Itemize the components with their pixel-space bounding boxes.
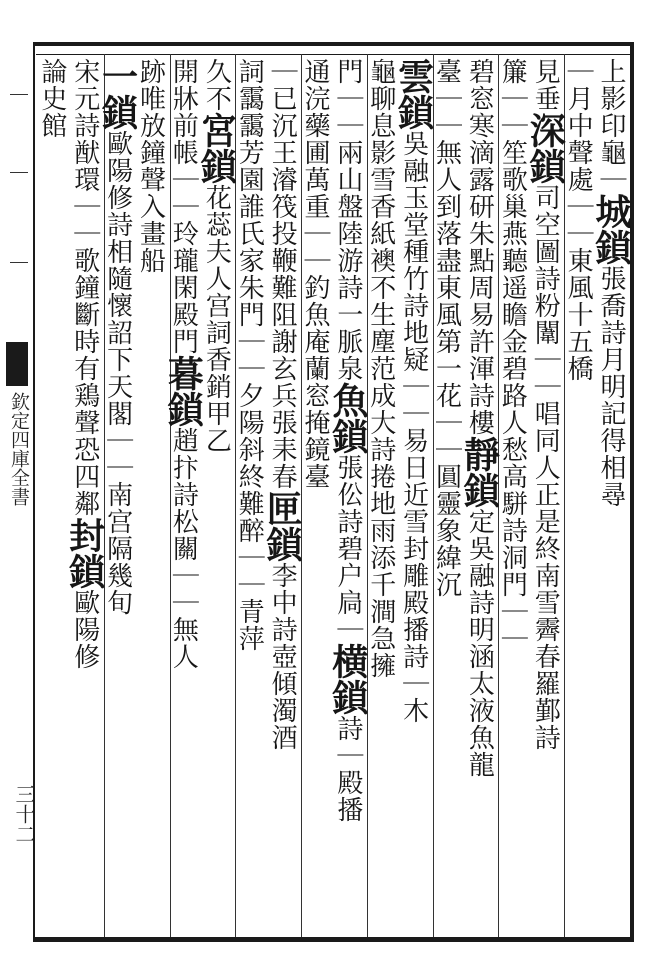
entry-text: 臺｜｜無人到落盡東風第一花 [431,58,462,409]
entry-headword: 魚鎖 [326,382,369,454]
text-column [524,58,567,938]
text-column [135,58,170,938]
entry-text: ｜已沉王濬筏投鞭難阻謝玄兵張耒春 [267,58,298,490]
entry-text: ｜月中聲 [563,58,594,166]
entry-headword: 城鎖 [589,193,632,265]
fish-tail-mark [6,342,28,386]
text-column [458,58,501,938]
entry-text: 張喬詩月明記得相尋 [595,265,626,508]
text-column [96,58,139,938]
entry-text: 見垂 [530,58,561,112]
entry-text: 花蕊夫人宫詞香銷甲乙 [201,184,232,454]
margin-tick [10,94,28,95]
entry-text: 蘭窓掩鏡臺 [299,355,330,490]
entry-headword: 横鎖 [326,643,369,715]
margin-tick [10,172,28,173]
entry-headword: 一鎖 [96,58,139,130]
entry-text: 跡唯放鐘聲入畫船 [135,58,166,274]
entry-text: 龜聊息影雪香紙襖不生塵范成大詩捲地雨添千澗急擁 [365,58,396,679]
entry-text: 吳融玉堂種竹詩地疑｜｜易日近雪封雕殿播詩｜木 [398,130,429,724]
text-column [563,58,597,938]
fore-edge-margin [0,42,36,942]
entry-text: 張伀詩碧户扃｜ [332,454,363,643]
entry-text: 開 [168,58,199,85]
entry-headword: 深鎖 [524,112,567,184]
text-column [195,58,238,938]
entry-headword: 匣鎖 [261,490,304,562]
entry-text: 趙抃詩松關｜｜無人 [168,427,199,670]
margin-tick [10,262,28,263]
entry-text: 詩｜殿播 [332,715,363,823]
text-column [589,58,632,938]
text-column [326,58,369,938]
entry-headword: 靜鎖 [458,436,501,508]
margin-title: 欽定四庫全書 [8,392,30,506]
text-column [431,58,466,938]
text-column [365,58,400,938]
text-column [497,58,531,938]
text-column [234,58,268,938]
text-column [299,58,334,938]
entry-text: 定吳融詩明涵太液魚龍 [464,508,495,778]
entry-text: 門｜｜兩山盤陸游詩一脈泉 [332,58,363,382]
entry-text: 簾 [497,58,528,85]
entry-text: 歐陽修 [69,589,100,670]
entry-text: 司空圖詩粉闈｜｜唱同人正是終南雪霽春羅鄞詩 [530,184,561,751]
entry-headword: 封鎖 [63,517,106,589]
entry-text: 論史館 [36,58,67,139]
entry-text: 久不 [201,58,232,112]
entry-text: 李中詩壺傾濁酒 [267,562,298,751]
entry-headword: 雲鎖 [392,58,435,130]
entry-text: 牀前帳｜｜玲瓏閑殿門 [168,85,199,355]
text-column [392,58,435,938]
entry-text: ｜｜笙歌巢燕聽遥瞻金碧路人愁高駢詩洞門｜｜ [497,85,528,652]
text-column [63,58,106,938]
entry-text: 上影印龜｜ [595,58,626,193]
entry-text: 詞靄靄芳園誰氏家朱門｜｜夕陽斜 [234,58,265,463]
entry-text: 通浣藥圃萬重｜｜釣魚庵 [299,58,330,355]
frame-inner-rule [36,54,631,55]
entry-headword: 宮鎖 [195,112,238,184]
entry-text: 宋元詩猷環｜｜歌鐘斷時有鶏聲恐四鄰 [69,58,100,517]
text-column [36,58,71,938]
entry-text: 碧窓寒滴露研朱點周易許渾詩樓 [464,58,495,436]
entry-text: 處｜｜東風十五橋 [563,166,594,382]
folio-number: 三十二 [12,784,36,844]
text-column [162,58,205,938]
text-column [261,58,304,938]
entry-text: 終難醉｜｜青萍 [234,463,265,652]
entry-headword: 暮鎖 [162,355,205,427]
entry-text: ｜｜圓靈象緯沉 [431,409,462,598]
entry-text: 歐陽修詩相隨懷詔下天閣｜｜南宫隔幾旬 [102,130,133,616]
